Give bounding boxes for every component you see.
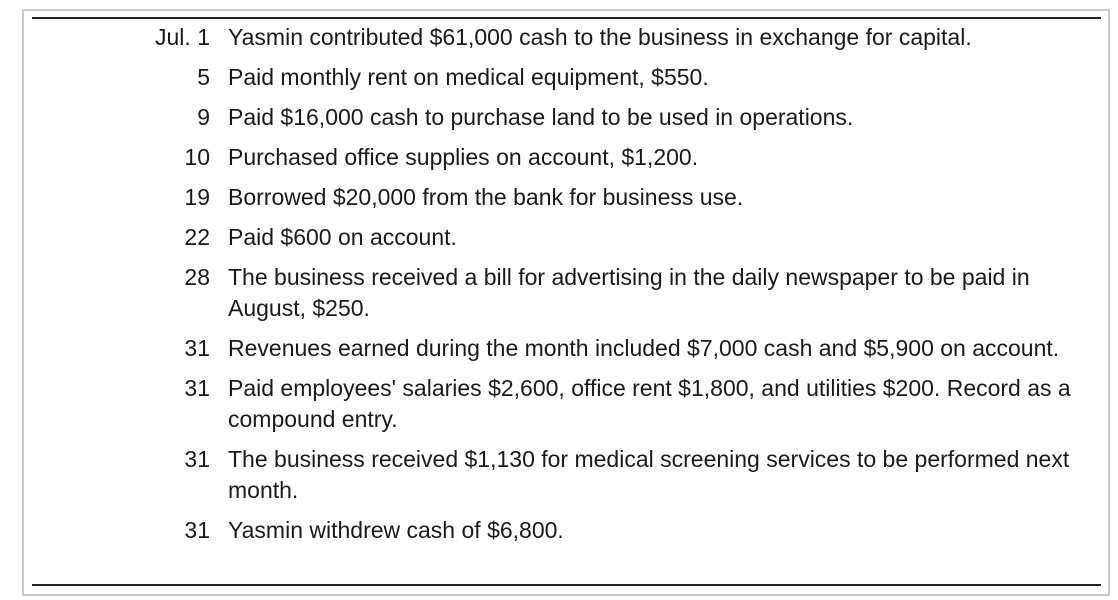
bottom-rule <box>32 584 1101 586</box>
transaction-date: 22 <box>184 224 210 250</box>
transaction-description: The business received $1,130 for medical screening services to be performed next month. <box>228 446 1070 503</box>
transaction-row <box>0 22 1118 53</box>
transaction-date: 28 <box>184 264 210 290</box>
transaction-row <box>0 515 1118 546</box>
transaction-description: Purchased office supplies on account, $1,200. <box>228 144 699 170</box>
transaction-description: Yasmin contributed $61,000 cash to the business in exchange for capital. <box>228 24 972 50</box>
transaction-date: 19 <box>184 184 210 210</box>
transaction-row <box>0 222 1118 253</box>
transaction-date: 31 <box>184 375 210 401</box>
transaction-description: Paid employees' salaries $2,600, office rent $1,800, and utilities $200. Record as a compound entry. <box>228 375 1071 432</box>
transaction-row <box>0 373 1118 435</box>
transaction-description: Revenues earned during the month included $7,000 cash and $5,900 on account. <box>228 335 1060 361</box>
transaction-description: Yasmin withdrew cash of $6,800. <box>228 517 564 543</box>
transaction-description: Paid $16,000 cash to purchase land to be used in operations. <box>228 104 854 130</box>
transaction-date: 10 <box>184 144 210 170</box>
transaction-row <box>0 182 1118 213</box>
transaction-date: Jul. 1 <box>155 24 210 50</box>
transaction-row <box>0 262 1118 324</box>
transaction-date: 31 <box>184 446 210 472</box>
transaction-row <box>0 444 1118 506</box>
transaction-description: Paid $600 on account. <box>228 224 457 250</box>
transaction-date: 31 <box>184 335 210 361</box>
transactions-list <box>0 22 1118 555</box>
transaction-row <box>0 142 1118 173</box>
transaction-description: The business received a bill for advertising in the daily newspaper to be paid in August, $250. <box>228 264 1030 321</box>
transaction-row <box>0 62 1118 93</box>
transaction-description: Borrowed $20,000 from the bank for business use. <box>228 184 744 210</box>
top-rule <box>32 17 1101 19</box>
transaction-row <box>0 333 1118 364</box>
transaction-row <box>0 102 1118 133</box>
transaction-date: 31 <box>184 517 210 543</box>
transaction-date: 9 <box>197 104 210 130</box>
transaction-description: Paid monthly rent on medical equipment, $550. <box>228 64 709 90</box>
transaction-date: 5 <box>197 64 210 90</box>
